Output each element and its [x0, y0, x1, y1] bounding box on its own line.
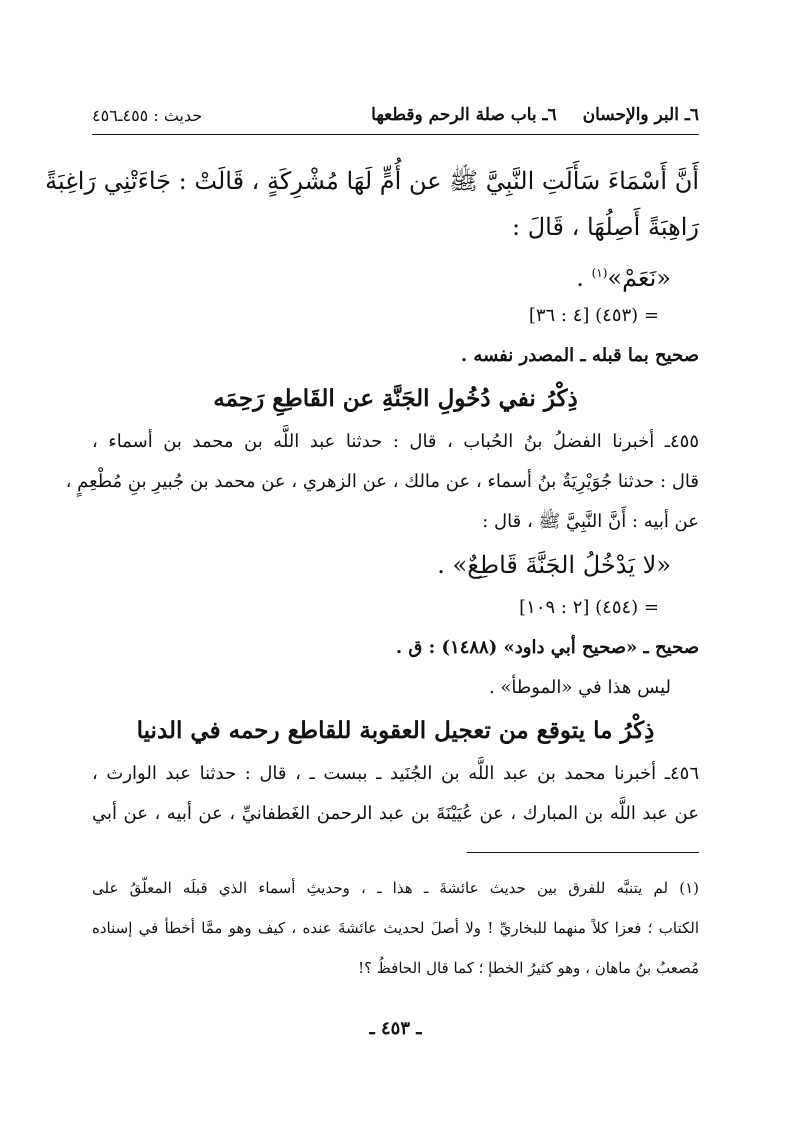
text-line: ٤٥٥ـ أخبرنا الفضلُ بنُ الحُباب ، قال : حدثنا عبد اللَّه بن محمد بن أسماء ، — [92, 431, 699, 452]
footnote-line: الكتاب ؛ فعزا كلاً منهما للبخاريِّ ! ولا أصلَ لحديث عائشةَ عنده ، كيف وهو ممَّا أخطأ في إسناده — [92, 919, 699, 937]
section-heading: ذِكْرُ ما يتوقع من تعجيل العقوبة للقاطع رحمه في الدنيا — [136, 717, 655, 744]
text-line: عن أبيه : أَنَّ النَّبِيَّ ﷺ ، قال : — [482, 511, 699, 532]
cross-reference: = (٤٥٣) [٤ : ٣٦] — [528, 305, 659, 326]
chapter-title: ٦ـ باب صلة الرحم وقطعها — [371, 105, 557, 125]
footnote-line: مُصعبُ بنُ ماهان ، وهو كثيرُ الخطإ ؛ كما قال الحافظُ ؟! — [358, 959, 699, 977]
quote-end: . — [576, 264, 592, 292]
text-line: عن عبد اللَّه بن المبارك ، عن عُيَيْنَةَ بن عبد الرحمن الغَطفانيِّ ، عن أبيه ، عن أبي — [92, 803, 699, 824]
section-heading: ذِكْرُ نفي دُخُولِ الجَنَّةِ عن القَاطِعِ رَحِمَه — [213, 385, 578, 412]
footnote — [92, 868, 699, 988]
running-header — [92, 100, 699, 130]
main-text — [45, 158, 699, 834]
grading-note: صحيح بما قبله ـ المصدر نفسه . — [460, 345, 699, 366]
page-number: ـ ٤٥٣ ـ — [369, 1018, 422, 1039]
text-line: قال : حدثنا جُوَيْرِيَةُ بنُ أسماء ، عن مالك ، عن الزهري ، عن محمد بن جُبيرِ بنِ مُطْعِمٍ ، — [65, 471, 699, 492]
text-line: رَاهِبَةً أَصِلُهَا ، قَالَ : — [512, 213, 699, 241]
text-line: ٤٥٦ـ أخبرنا محمد بن عبد اللَّه بن الجُنَيد ـ ببست ـ ، قال : حدثنا عبد الوارث ، — [92, 763, 699, 784]
footnote-divider — [467, 852, 699, 853]
cross-reference: = (٤٥٤) [٢ : ١٠٩] — [519, 597, 659, 618]
grading-note: صحيح ـ «صحيح أبي داود» (١٤٨٨) : ق . — [395, 637, 699, 658]
book-title: ٦ـ البر والإحسان — [582, 105, 699, 125]
hadith-quote — [92, 250, 699, 296]
text-line: أَنَّ أَسْمَاءَ سَأَلَتِ النَّبِيَّ ﷺ عن أُمٍّ لَهَا مُشْرِكَةٍ ، قَالَتْ : جَاءَتْنِي رَاغِبَةً — [45, 167, 699, 195]
header-divider — [92, 134, 699, 135]
header-titles — [371, 105, 699, 125]
quote-text: «نَعَمْ» — [607, 264, 671, 292]
hadith-range-label: حديث : ٤٥٥ـ٤٥٦ — [92, 105, 203, 125]
hadith-quote: «لا يَدْخُلُ الجَنَّةَ قَاطِعٌ» . — [437, 551, 671, 579]
footnote-line: (١) لم يتنبَّه للفرق بين حديث عائشةَ ـ هذا ـ ، وحديثِ أسماء الذي قبلَه المعلّقُ على — [92, 879, 699, 897]
footnote-reference: (١) — [591, 266, 608, 280]
text-line: ليس هذا في «الموطأ» . — [488, 677, 671, 698]
